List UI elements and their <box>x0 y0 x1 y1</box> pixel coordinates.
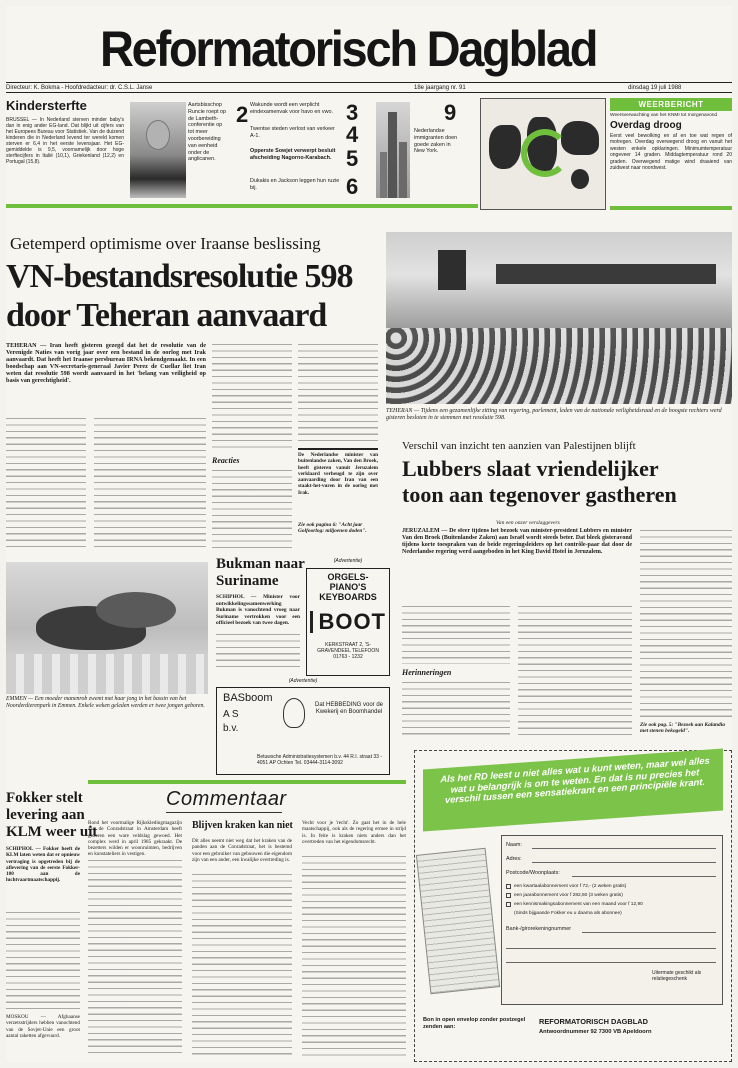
seal-body-2 <box>96 592 176 628</box>
coupon-naam-field[interactable] <box>532 848 716 849</box>
checkbox-icon[interactable] <box>506 902 511 907</box>
coupon-option-4-label: (Sinds bijgaande Fokker eu u daarna als abonnee) <box>514 911 622 916</box>
coupon-footer-2: REFORMATORISCH DAGBLAD <box>539 1017 648 1026</box>
masthead-rule <box>6 82 732 83</box>
newspaper-front-page <box>6 6 732 1062</box>
lubbers-kicker: Verschil van inzicht ten aanzien van Palestijnen blijft <box>402 440 636 452</box>
lead-photo-caption: TEHERAN — Tijdens een gezamenlijke zitting van regering, parlement, leden van de nationale veiligheidsraad en de hoogste rechters werd gisteren besloten in te stemmen met resolutie 598. <box>386 408 722 422</box>
seal-photo <box>6 562 208 694</box>
coupon-option-3[interactable] <box>506 902 720 907</box>
lead-headline-1[interactable]: VN-bestandsresolutie 598 <box>6 258 353 295</box>
coupon-gift-label: Uitermate geschikt als relatiegeschenk <box>652 970 702 982</box>
checkbox-icon[interactable] <box>506 884 511 889</box>
coupon-adres-field[interactable] <box>532 862 716 863</box>
coupon-option-2-label: een jaarabonnement voor f 282,50 (3 weken gratis) <box>514 893 623 898</box>
skyscraper-shape-2 <box>380 152 387 198</box>
teaser-portrait-photo <box>130 102 186 198</box>
fokker-title-3[interactable]: KLM weer uit <box>6 824 98 840</box>
photo-banner <box>496 264 716 284</box>
commentaar-underline <box>166 812 282 813</box>
skyscraper-shape-3 <box>399 142 407 198</box>
lead-body-col-4 <box>298 342 378 442</box>
masthead-title: Reformatorisch Dagblad <box>100 21 597 77</box>
fokker-body <box>6 910 80 1010</box>
teaser-number-5: 5 <box>346 146 359 171</box>
lubbers-body-col-1 <box>402 604 510 664</box>
green-swirl <box>521 129 569 177</box>
teaser-number-4: 4 <box>346 122 359 147</box>
ad-boot-address: KERKSTRAAT 2, 'S-GRAVENDEEL TELEFOON 01763 - 1232 <box>317 642 379 660</box>
portrait-face <box>146 120 170 150</box>
ad-boot-top-2: KEYBOARDS <box>319 592 377 602</box>
ad-basboom[interactable] <box>216 678 390 776</box>
checkbox-icon[interactable] <box>506 893 511 898</box>
weather-title: Overdag droog <box>610 120 682 131</box>
masthead-rule-bottom <box>6 92 732 93</box>
lubbers-subhead: Herinneringen <box>402 668 452 677</box>
photo-portrait-frame <box>438 250 466 290</box>
teaser-runcie-text: Aartsbisschop Runcie roept op de Lambeth-conferentie op tot meer voorbereiding van eenheid onder de anglicanen. <box>188 102 227 163</box>
bukman-title-2[interactable]: Suriname <box>216 573 279 589</box>
teaser-list <box>250 102 364 202</box>
lead-body-col-3 <box>212 342 292 452</box>
coupon-option-2[interactable] <box>506 893 720 898</box>
coupon-newspaper-stack <box>416 848 500 995</box>
ad-boot-name: BOOT <box>318 609 386 634</box>
lead-subhead-reacties: Reacties <box>212 456 240 465</box>
lead-body-col-2 <box>94 416 206 550</box>
teaser-kindersterfte-text: BRUSSEL — In Nederland sterven minder baby's dan in enig ander EG-land. Dat blijkt uit cijfers van het Europees Bureau voor Statistiek. Van de duizend kinderen die in Nederland levend ter wereld komen sterven er 6,4 in het eerste levensjaar. Het EG-gemiddelde is 9,5, voornamelijk door hoge sterftecijfers in Italië (10,1), Griekenland (12,2) en Portugal (15,8). <box>6 117 124 165</box>
seal-caption: EMMEN — Een moeder manenrob zwemt met haar jong in het bassin van het Noorderdierenpark in Emmen. Enkele weken geleden werden er twee jongen geboren. <box>6 696 205 709</box>
lubbers-zie-ook[interactable]: Zie ook pag. 5: "Bezoek aan Kalandia met stenen bekogeld". <box>640 722 725 735</box>
teaser-newyork-text: Nederlandse immigranten doen goede zaken in New York. <box>414 128 458 155</box>
lubbers-headline-1[interactable]: Lubbers slaat vriendelijker <box>402 456 659 481</box>
coupon-footer-1: Bon in open envelop zonder postzegel zenden aan: <box>423 1017 526 1030</box>
coupon-incasso-label: Bank-/girorekeningnummer <box>506 926 572 932</box>
teaser-newyork[interactable] <box>414 102 476 198</box>
commentaar-col-2-text: Dit alles neemt niet weg dat het kraken van de panden aan de Conradstraat, het is bestemd voor een gebruiker van gebouwen die eigendom zijn van een ander, een kwalijke overtreding is. <box>192 838 292 863</box>
commentaar-col-1-text: Rond het voormalige Rijkskledingmagazijn aan de Conradstraat in Amsterdam heeft gisteren een ware veldslag gewoed. Het complex werd in april 1985 gekraakt. De bezetters wilden er woonruimten, bedrijven en kunstateliers in vestigen. <box>88 820 182 858</box>
ad-boot[interactable] <box>306 558 390 676</box>
commentaar-col-3-text: Vecht voor je 'recht'. Zo gaat het in de hele maatschappij, ook als de regering ermee in strijd is. In feite is kraken niets anders dan het overtreden van het eigendomsrecht. <box>302 820 406 845</box>
commentaar-title[interactable]: Blijven kraken kan niet <box>192 820 293 831</box>
subscription-coupon[interactable] <box>414 750 732 1062</box>
teaser-sowjet[interactable]: Opperste Sowjet verwerpt besluit afscheiding Nagorno-Karabach. <box>250 148 336 161</box>
coupon-option-3-label: een kennismakingsabonnement van een maand voor f 12,90 <box>514 902 643 907</box>
weather-label: WEERBERICHT <box>610 98 732 111</box>
commentaar-label: Commentaar <box>166 788 287 810</box>
teaser-dukakis[interactable]: Dukakis en Jackson leggen hun ruzie bij. <box>250 178 340 191</box>
ad-basboom-text: Dat HEBBEDING voor de Kwekerij en Boomhandel <box>314 702 384 716</box>
lubbers-body-col-1b <box>402 680 510 736</box>
weather-source: Weersverwachting van het KNMI tot morgenavond <box>610 113 718 118</box>
continent-shape-1 <box>489 125 521 169</box>
coupon-adres-label: Adres: <box>506 856 522 862</box>
fokker-title-2[interactable]: levering aan <box>6 807 85 823</box>
teaser-number-2: 2 <box>236 102 249 127</box>
weather-text: Eerst veel bewolking en af en toe wat regen of motregen. Overdag overwegend droog en vanuit het westen enkele opklaringen. Minimumtemperatuur ongeveer 14 graden. Middagtemperatuur rond 20 graden. Overwegend matige wind draaiend van zuidwest naar noordwest. <box>610 133 732 172</box>
fokker-title-1[interactable]: Fokker stelt <box>6 790 83 806</box>
bukman-body <box>216 632 300 672</box>
lead-body-col-1 <box>6 416 86 550</box>
coupon-footer-3: Antwoordnummer 92 7300 VB Apeldoorn <box>539 1029 652 1035</box>
masthead-date: dinsdag 19 juli 1988 <box>628 85 682 91</box>
bukman-text: SCHIPHOL — Minister voor ontwikkelingssamenwerking Bukman is vanochtend vroeg naar Suriname vertrokken voor een officieel bezoek van twee dagen. <box>216 594 300 627</box>
coupon-form <box>501 835 723 1005</box>
teaser-number-6: 6 <box>346 174 359 199</box>
commentaar-col-3 <box>302 854 406 1056</box>
keyboard-icon <box>310 611 315 633</box>
fokker-moskou: MOSKOU — Afghaanse verzetsstrijders hebben vanochtend van de Sovjet-Unie een groot aantal raketten afgevuurd. <box>6 1014 80 1039</box>
lubbers-intro: JERUZALEM — De sfeer tijdens het bezoek van minister-president Lubbers en minister Van den Broek (Buitenlandse Zaken) aan Israël wordt steeds beter. Dat bleek gisteravond tijdens korte toespraken van de beide regeringsleiders op het contrôle-paar dat door de Nederlandse regering werd aangeboden in het King David Hotel in Jeruzalem. <box>402 528 632 556</box>
teaser-wiskunde[interactable]: Wakunde wordt een verplicht eindexamenvak voor havo en vwo. <box>250 102 334 115</box>
weather-map <box>480 98 606 210</box>
ad-label: (Advertentie) <box>333 558 363 564</box>
teaser-kindersterfte-title: Kindersterfte <box>6 98 87 113</box>
lubbers-byline: Van een onzer verslaggevers <box>496 520 560 526</box>
ad-boot-top-1: ORGELS-PIANO'S <box>327 572 369 592</box>
coupon-field-line-2[interactable] <box>506 962 716 963</box>
masthead-volume: 18e jaargang nr. 91 <box>414 85 466 91</box>
teaser-number-3: 3 <box>346 100 359 125</box>
coupon-option-1[interactable] <box>506 884 720 889</box>
coupon-option-1-label: een kwartaalabonnement voor f 72,- (2 weken gratis) <box>514 884 627 889</box>
masthead-editors: Directeur: K. Bokma - Hoofdredacteur: dr. C.S.L. Janse <box>6 85 153 91</box>
lead-body-col-3b <box>212 468 292 550</box>
ad-boot-logo <box>310 608 386 636</box>
teaser-newyork-photo <box>376 102 410 198</box>
lead-kader <box>298 448 378 514</box>
commentaar-col-2 <box>192 872 292 1056</box>
ad-basboom-name: BASboom <box>223 692 273 704</box>
teaser-twente[interactable]: Twentse steden verlost van verkeer A-1. <box>250 126 335 139</box>
bukman-title-1[interactable]: Bukman naar <box>216 556 305 572</box>
lead-zie-ook[interactable]: Zie ook pagina 6: "Acht jaar Golfoorlog: miljoenen doden". <box>298 522 367 535</box>
fokker-text: SCHIPHOL — Fokker heeft de KLM laten weten dat er opnieuw vertraging is opgetreden bij de aflevering van de eerste Fokker-100 aan de luchtvaartmaatschappij. <box>6 846 80 884</box>
lead-kicker: Getemperd optimisme over Iraanse beslissing <box>10 234 321 253</box>
commentaar-bar <box>88 780 406 784</box>
lubbers-body-col-2 <box>518 604 632 736</box>
lubbers-headline-2[interactable]: toon aan tegenover gastheren <box>402 482 677 507</box>
ad-label-2: (Advertentie) <box>288 678 318 684</box>
teaser-green-bar <box>6 204 478 208</box>
ad-basboom-letters: A S b.v. <box>223 709 239 734</box>
weather-box[interactable] <box>610 98 732 210</box>
coupon-postcode-label: Postcode/Woonplaats: <box>506 870 560 876</box>
coupon-postcode-field[interactable] <box>572 876 716 877</box>
coupon-naam-label: Naam: <box>506 842 522 848</box>
lead-photo <box>386 232 732 404</box>
teaser-runcie[interactable] <box>188 102 249 202</box>
ad-basboom-box <box>216 687 390 775</box>
masthead <box>6 6 732 92</box>
tree-icon <box>283 698 305 728</box>
ad-basboom-address: Betuwsche Administratiesystemen b.v. 44 R.I. straat 33 - 4051 AP Ochten Tel. 03444-3114-3092 <box>257 754 382 766</box>
commentaar-col-1 <box>88 858 182 1056</box>
photo-crowd <box>386 328 732 404</box>
continent-shape-4 <box>571 169 589 189</box>
teaser-kindersterfte[interactable] <box>6 98 124 206</box>
lead-headline-2[interactable]: door Teheran aanvaard <box>6 297 327 334</box>
lead-intro: TEHERAN — Iran heeft gisteren gezegd dat het de resolutie van de Verenigde Naties van vorig jaar over een bestand in de oorlog met Irak aanvaardt. Dat heeft het Iraanse persbureau IRNA bekendgemaakt. In een boodschap aan VN-secretaris-generaal Javier Perez de Cuellar liet Iran weten dat resolutie 598 wordt aanvaard in het 'belang van veiligheid op basis van gerechtigheid'. <box>6 342 206 385</box>
weather-green-bar <box>610 206 732 210</box>
lead-kader-text: De Nederlandse minister van buitenlandse zaken, Van den Broek, heeft gisteren vanuit Jeruzalem verklaard verheugd te zijn over aanvaarding door Iran van een staakt-het-vuren in de oorlog met Irak. <box>298 452 378 496</box>
skyscraper-shape <box>388 112 397 198</box>
ad-boot-box <box>306 568 390 676</box>
coupon-headline: Als het RD leest u niet alles wat u kunt weten, maar wel alles wat u belangrijk is om te weten. En dat is nu precies het verschil tussen een sensatiekrant en een principiële krant. <box>440 754 710 806</box>
coupon-field-line-1[interactable] <box>506 948 716 949</box>
coupon-incasso-field[interactable] <box>582 932 716 933</box>
teaser-number-9: 9 <box>444 100 457 125</box>
water-surface <box>6 654 208 694</box>
lubbers-body-col-3 <box>640 528 732 718</box>
